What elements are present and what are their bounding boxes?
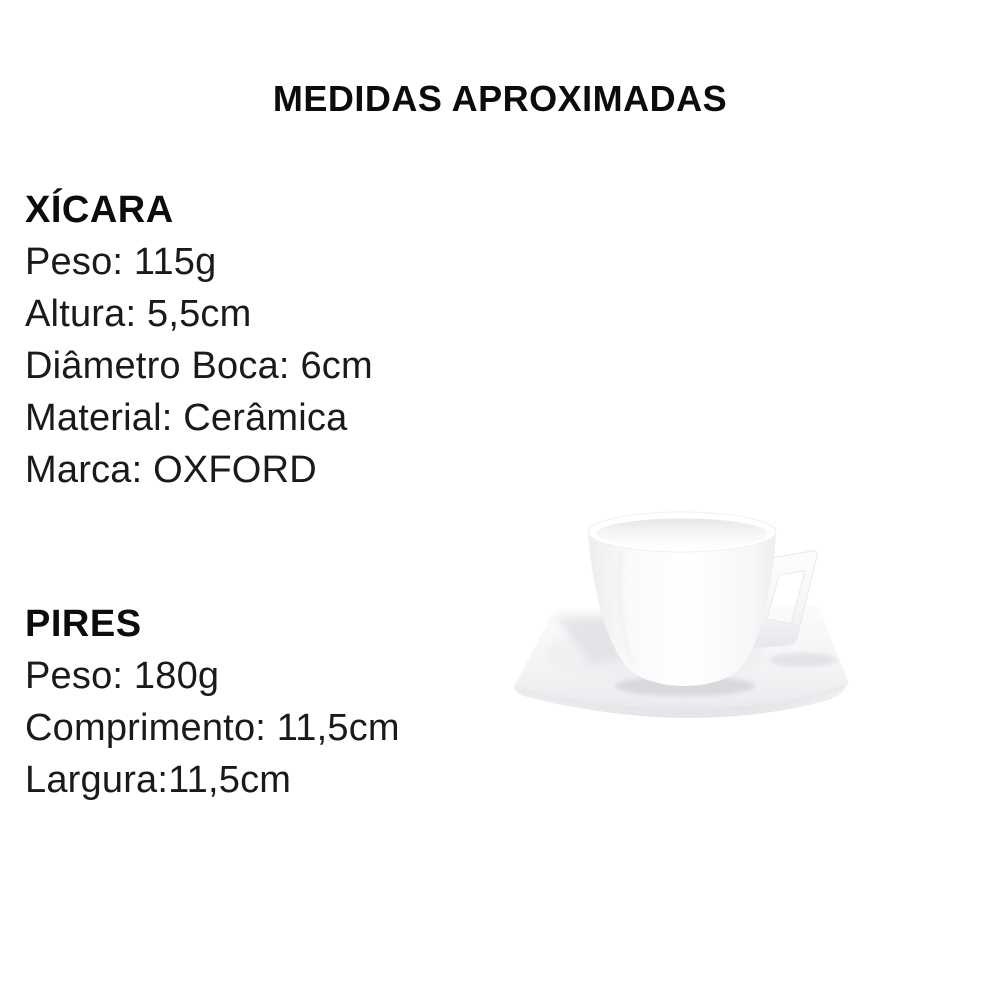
cup-and-saucer-image	[505, 490, 865, 727]
section-pires-heading: PIRES	[25, 603, 142, 645]
spec-line-peso: Peso: 115g	[25, 241, 217, 283]
section-pires	[25, 598, 400, 806]
cup-and-saucer-photo	[505, 490, 865, 727]
handle-shadow	[769, 653, 837, 667]
spec-line-peso: Peso: 180g	[25, 655, 220, 697]
spec-line-material: Material: Cerâmica	[25, 397, 348, 439]
spec-line-comprimento: Comprimento: 11,5cm	[25, 707, 400, 749]
section-xicara	[25, 184, 373, 496]
cup-rim-inner	[597, 519, 768, 549]
spec-line-marca: Marca: OXFORD	[25, 449, 317, 491]
spec-line-altura: Altura: 5,5cm	[25, 293, 252, 335]
section-xicara-heading: XÍCARA	[25, 189, 174, 231]
page-title: MEDIDAS APROXIMADAS	[272, 78, 728, 119]
spec-line-diametro-boca: Diâmetro Boca: 6cm	[25, 345, 373, 387]
spec-line-largura: Largura:11,5cm	[25, 759, 292, 801]
